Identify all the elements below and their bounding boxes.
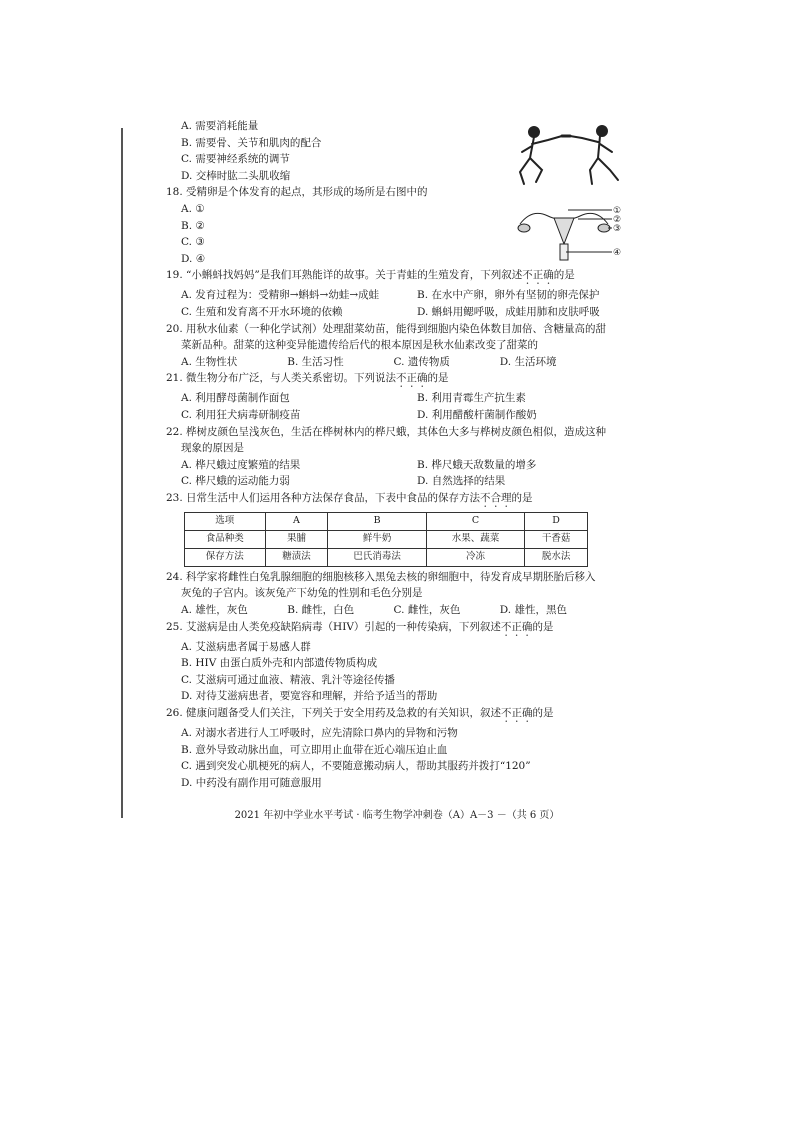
q25-option-a: A. 艾滋病患者属于易感人群 bbox=[181, 640, 311, 653]
table-cell: 干香菇 bbox=[525, 530, 588, 548]
table-cell: 选项 bbox=[185, 512, 266, 530]
q22-option-d: D. 自然选择的结果 bbox=[417, 475, 506, 488]
q19-stem: 19. “小蝌蚪找妈妈”是我们耳熟能详的故事。关于青蛙的生殖发育，下列叙述不正确的是 bbox=[166, 269, 575, 282]
figure-label-3: ③ bbox=[613, 224, 622, 234]
table-cell: 保存方法 bbox=[185, 548, 266, 566]
table-cell: D bbox=[525, 512, 588, 530]
q26-stem: 26. 健康问题备受人们关注，下列关于安全用药及急救的有关知识，叙述不正确的是 bbox=[166, 707, 554, 720]
q22-option-a: A. 桦尺蛾过度繁殖的结果 bbox=[181, 458, 301, 471]
q20-option-a: A. 生物性状 bbox=[181, 355, 238, 368]
q25-stem: 25. 艾滋病是由人类免疫缺陷病毒（HIV）引起的一种传染病，下列叙述不正确的是 bbox=[166, 620, 554, 633]
page-footer: 2021 年初中学业水平考试 · 临考生物学冲刺卷（A）A－3 －（共 6 页） bbox=[234, 810, 560, 821]
q24-stem-line2: 灰兔的子宫内。该灰兔产下幼兔的性别和毛色分别是 bbox=[181, 587, 423, 600]
q18-option-d: D. ④ bbox=[181, 252, 206, 265]
q22-stem-line1: 22. 桦树皮颜色呈浅灰色，生活在桦树林内的桦尺蛾，其体色大多与桦树皮颜色相似，造成这种 bbox=[166, 425, 607, 438]
q21-option-b: B. 利用青霉生产抗生素 bbox=[417, 392, 526, 405]
q23-stem: 23. 日常生活中人们运用各种方法保存食品，下表中食品的保存方法不合理的是 bbox=[166, 491, 533, 504]
q21-option-a: A. 利用酵母菌制作面包 bbox=[181, 392, 290, 405]
q23-table bbox=[184, 512, 588, 567]
q23-emphasis: 不合理 bbox=[480, 491, 512, 504]
table-cell: 糖渍法 bbox=[265, 548, 328, 566]
table-cell: 食品种类 bbox=[185, 530, 266, 548]
table-cell: B bbox=[328, 512, 426, 530]
q17-option-d: D. 交棒时肱二头肌收缩 bbox=[181, 169, 291, 182]
table-cell: 脱水法 bbox=[525, 548, 588, 566]
figure-label-1: ① bbox=[613, 206, 622, 216]
q26-emphasis: 不正确 bbox=[501, 707, 533, 720]
q24-option-d: D. 雄性，黑色 bbox=[499, 604, 567, 617]
q18-option-a: A. ① bbox=[181, 202, 205, 215]
q19-option-c: C. 生殖和发育离不开水环境的依赖 bbox=[181, 305, 343, 318]
q24-option-a: A. 雄性，灰色 bbox=[181, 604, 248, 617]
q24-option-c: C. 雌性，灰色 bbox=[393, 604, 461, 617]
q24-stem-line1: 24. 科学家将雌性白兔乳腺细胞的细胞核移入黑兔去核的卵细胞中，待发育成早期胚胎后移入 bbox=[166, 570, 596, 583]
q21-option-c: C. 利用狂犬病毒研制疫苗 bbox=[181, 408, 301, 421]
q22-option-b: B. 桦尺蛾天敌数量的增多 bbox=[417, 458, 537, 471]
table-cell: C bbox=[426, 512, 524, 530]
q20-stem-line2: 菜新品种。甜菜的这种变异能遗传给后代的根本原因是秋水仙素改变了甜菜的 bbox=[181, 339, 538, 352]
table-cell: 鲜牛奶 bbox=[328, 530, 426, 548]
q17-option-b: B. 需要骨、关节和肌肉的配合 bbox=[181, 136, 322, 149]
table-row bbox=[185, 548, 588, 566]
q18-option-c: C. ③ bbox=[181, 236, 205, 249]
table-cell: 冷冻 bbox=[426, 548, 524, 566]
q20-option-c: C. 遗传物质 bbox=[393, 355, 450, 368]
q18-stem: 18. 受精卵是个体发育的起点，其形成的场所是右图中的 bbox=[166, 186, 428, 199]
q19-option-b: B. 在水中产卵，卵外有坚韧的卵壳保护 bbox=[417, 289, 600, 302]
q22-option-c: C. 桦尺蛾的运动能力弱 bbox=[181, 475, 290, 488]
q21-emphasis: 不正确 bbox=[396, 372, 428, 385]
q25-emphasis: 不正确 bbox=[500, 620, 533, 633]
table-cell: 果脯 bbox=[265, 530, 328, 548]
q26-option-b: B. 意外导致动脉出血，可立即用止血带在近心端压迫止血 bbox=[181, 743, 448, 756]
q17-option-c: C. 需要神经系统的调节 bbox=[181, 153, 290, 166]
q17-option-a: A. 需要消耗能量 bbox=[181, 120, 259, 132]
q19-emphasis: 不正确 bbox=[522, 269, 554, 282]
q21-stem: 21. 微生物分布广泛，与人类关系密切。下列说法不正确的是 bbox=[166, 372, 449, 385]
table-row bbox=[185, 530, 588, 548]
table-cell: A bbox=[265, 512, 328, 530]
table-cell: 水果、蔬菜 bbox=[426, 530, 524, 548]
q20-stem-line1: 20. 用秋水仙素（一种化学试剂）处理甜菜幼苗，能得到细胞内染色体数目加倍、含糖量高的甜 bbox=[166, 322, 607, 335]
q18-option-b: B. ② bbox=[181, 219, 205, 232]
q21-option-d: D. 利用醋酸杆菌制作酸奶 bbox=[417, 408, 537, 421]
table-cell: 巴氏消毒法 bbox=[328, 548, 426, 566]
table-row bbox=[185, 512, 588, 530]
q20-option-b: B. 生活习性 bbox=[287, 355, 344, 368]
figure-label-2: ② bbox=[613, 215, 622, 225]
q22-stem-line2: 现象的原因是 bbox=[181, 442, 244, 455]
q19-option-d: D. 蝌蚪用鳃呼吸，成蛙用肺和皮肤呼吸 bbox=[417, 305, 600, 318]
q24-option-b: B. 雌性，白色 bbox=[287, 604, 355, 617]
exam-page bbox=[166, 118, 606, 791]
q25-option-c: C. 艾滋病可通过血液、精液、乳汁等途径传播 bbox=[181, 673, 395, 686]
binding-margin-line bbox=[121, 128, 123, 818]
q25-option-b: B. HIV 由蛋白质外壳和内部遗传物质构成 bbox=[181, 657, 378, 670]
q20-option-d: D. 生活环境 bbox=[499, 355, 557, 368]
figure-label-4: ④ bbox=[613, 248, 622, 258]
q26-option-a: A. 对溺水者进行人工呼吸时，应先清除口鼻内的异物和污物 bbox=[181, 727, 458, 740]
q19-option-a: A. 发育过程为：受精卵→蝌蚪→幼蛙→成蛙 bbox=[181, 289, 380, 302]
q26-option-d: D. 中药没有副作用可随意服用 bbox=[181, 776, 322, 789]
q26-option-c: C. 遇到突发心肌梗死的病人，不要随意搬动病人，帮助其服药并拨打“120” bbox=[181, 760, 531, 773]
q25-option-d: D. 对待艾滋病患者，要宽容和理解，并给予适当的帮助 bbox=[181, 690, 438, 703]
